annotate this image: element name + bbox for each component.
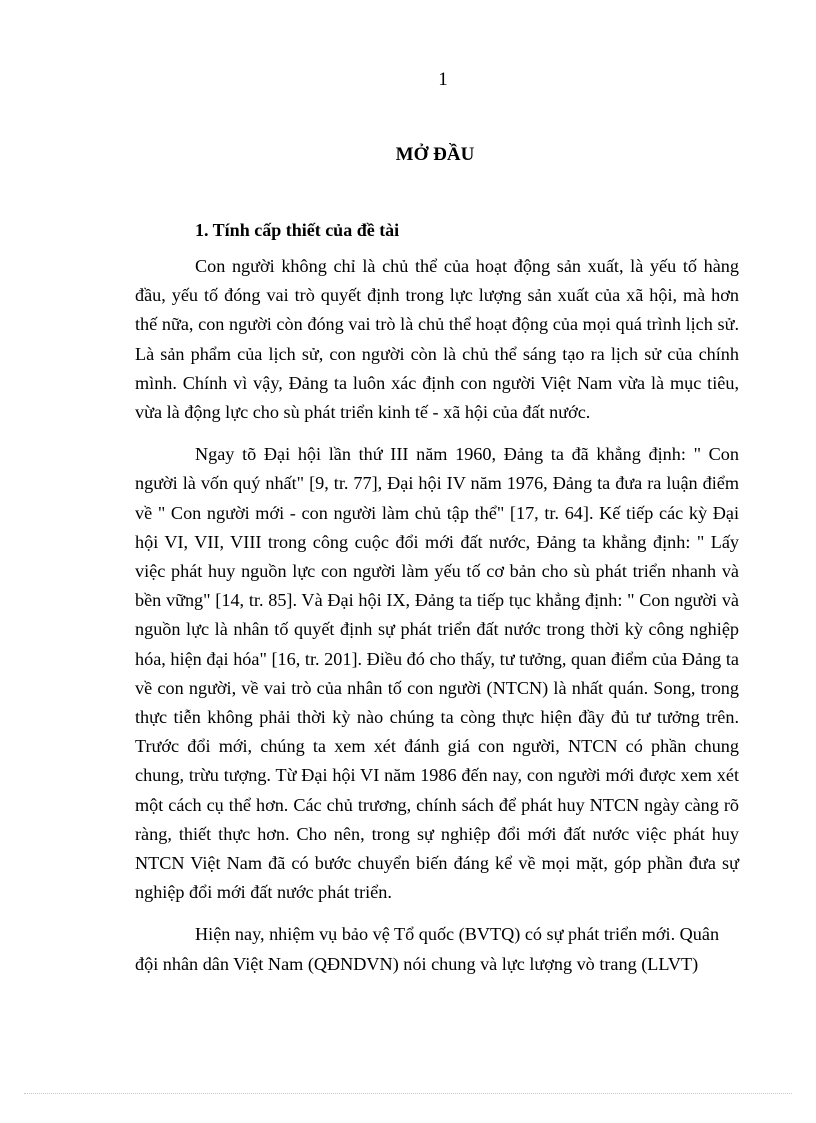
paragraph-2: Ngay tõ Đại hội lần thứ III năm 1960, Đảng ta đã khẳng định: " Con người là vốn quý nhất" [9, tr. 77], Đại hội IV năm 1976, Đảng ta đưa ra luận điểm về " Con người mới - con người làm chủ tập thể" [17, tr. 64]. Kế tiếp các kỳ Đại hội VI, VII, VIII trong công cuộc đổi mới đất nước, Đảng ta khẳng định: " Lấy việc phát huy nguồn lực con người làm yếu tố cơ bản cho sù phát triển nhanh và bền vững" [14, tr. 85]. Và Đại hội IX, Đảng ta tiếp tục khẳng định: " Con người và nguồn lực là nhân tố quyết định sự phát triển đất nước trong thời kỳ công nghiệp hóa, hiện đại hóa" [16, tr. 201]. Điều đó cho thấy, tư tưởng, quan điểm của Đảng ta về con người, về vai trò của nhân tố con người (NTCN) là nhất quán. Song, trong thực tiễn không phải thời kỳ nào chúng ta còng thực hiện đầy đủ tư tưởng trên. Trước đổi mới, chúng ta xem xét đánh giá con người, NTCN có phần chung chung, trừu tượng. Từ Đại hội VI năm 1986 đến nay, con người mới được xem xét một cách cụ thể hơn. Các chủ trương, chính sách để phát huy NTCN ngày càng rõ ràng, thiết thực hơn. Cho nên, trong sự nghiệp đổi mới đất nước việc phát huy NTCN Việt Nam đã có bước chuyển biến đáng kể về mọi mặt, góp phần đưa sự nghiệp đổi mới đất nước phát triển. xyxy=(135,444,739,903)
body-text xyxy=(135,252,739,992)
page-title: MỞ ĐẦU xyxy=(395,144,475,165)
page-number: 1 xyxy=(438,69,448,90)
paragraph-3: Hiện nay, nhiệm vụ bảo vệ Tổ quốc (BVTQ) có sự phát triển mới. Quân đội nhân dân Việt Nam (QĐNDVN) nói chung và lực lượng vò trang (LLVT) xyxy=(135,924,720,974)
page-bottom-divider xyxy=(24,1093,792,1094)
paragraph-1: Con người không chỉ là chủ thể của hoạt động sản xuất, là yếu tố hàng đầu, yếu tố đóng vai trò quyết định trong lực lượng sản xuất của xã hội, mà hơn thế nữa, con người còn đóng vai trò là chủ thể hoạt động của mọi quá trình lịch sử. Là sản phẩm của lịch sử, con người còn là chủ thể sáng tạo ra lịch sử của chính mình. Chính vì vậy, Đảng ta luôn xác định con người Việt Nam vừa là mục tiêu, vừa là động lực cho sù phát triển kinh tế - xã hội của đất nước. xyxy=(135,256,739,423)
section-heading: 1. Tính cấp thiết của đề tài xyxy=(195,220,400,240)
